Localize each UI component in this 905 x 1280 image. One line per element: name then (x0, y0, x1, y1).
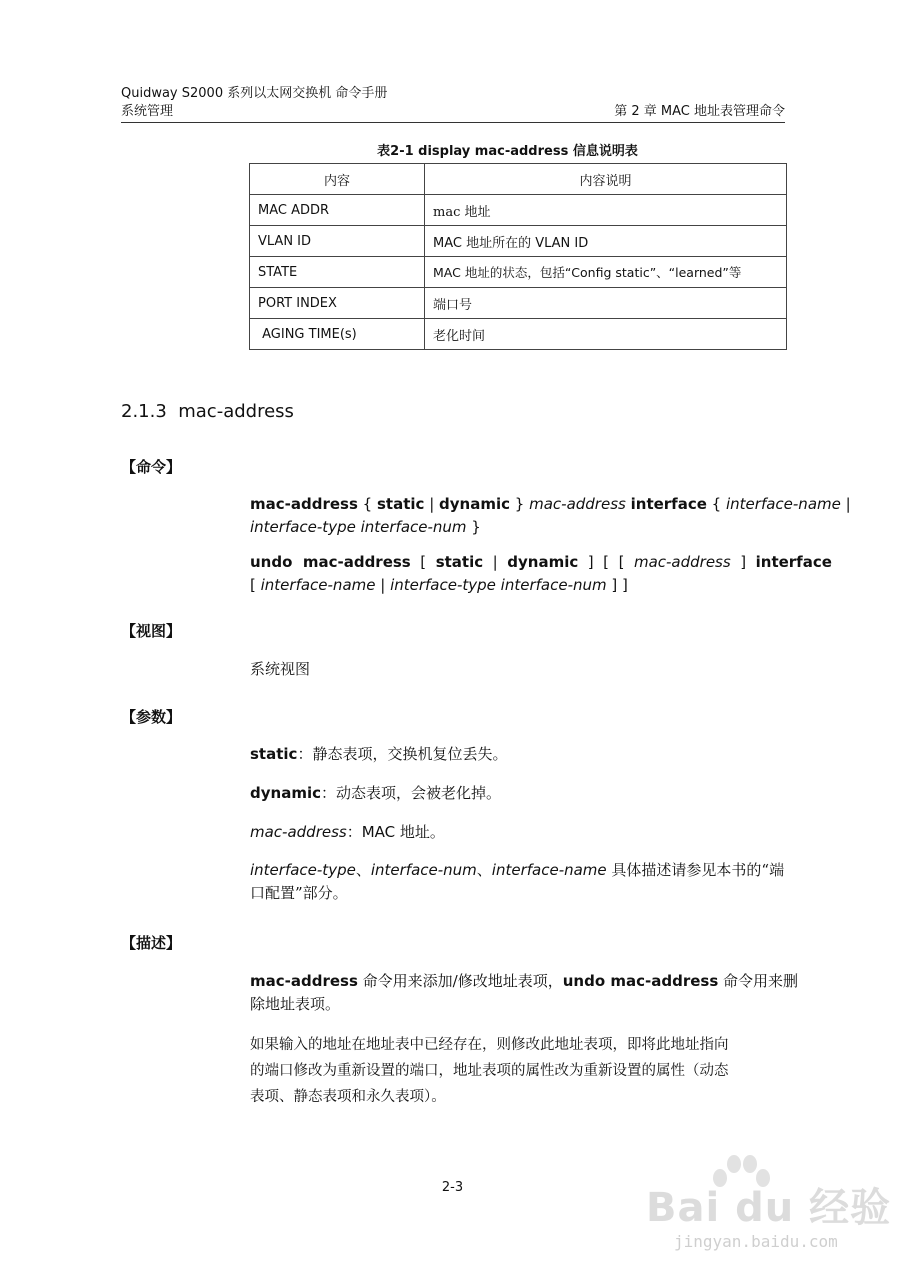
param-interface (250, 859, 784, 882)
keyword: mac-address (250, 495, 358, 513)
param-mac-address (250, 821, 784, 844)
keyword: dynamic (439, 495, 511, 513)
desc-paragraph-2-line2: 的端口修改为重新设置的端口，地址表项的属性改为重新设置的属性（动态 (250, 1063, 729, 1079)
syntax-text: [ (410, 553, 436, 571)
syntax-text: ] [ [ (578, 553, 634, 571)
table-cell: PORT INDEX (250, 288, 425, 319)
table-caption: 表2-1 display mac-address 信息说明表 (377, 144, 638, 159)
syntax-text: { (357, 495, 377, 513)
page-number: 2-3 (441, 1180, 464, 1195)
view-text: 系统视图 (250, 660, 311, 678)
info-table (249, 163, 787, 350)
param-interface-cont: 口配置”部分。 (250, 884, 348, 902)
table-cell: mac 地址 (425, 195, 787, 226)
keyword: undo mac-address (250, 553, 411, 571)
param-desc: ：动态表项，会被老化掉。 (320, 784, 501, 802)
table-row (250, 226, 787, 257)
syntax-text: [ (250, 576, 261, 594)
table-cell: VLAN ID (250, 226, 425, 257)
table-cell: AGING TIME(s) (250, 319, 425, 350)
argument: interface-type interface-num (250, 518, 467, 536)
argument: interface-name (260, 576, 376, 594)
syntax-text: | (375, 576, 391, 594)
table-header-cell: 内容 (250, 164, 425, 195)
table-cell: MAC 地址所在的 VLAN ID (425, 226, 787, 257)
header-rule (121, 122, 785, 123)
watermark-brand: Bai du 经验 (646, 1185, 892, 1231)
keyword: static (250, 745, 298, 763)
param-static (250, 743, 784, 766)
keyword: dynamic (507, 553, 579, 571)
param-desc: 具体描述请参见本书的“端 (606, 861, 785, 879)
table-row (250, 195, 787, 226)
syntax-text: | (840, 495, 851, 513)
argument: mac-address (250, 823, 347, 841)
argument: mac-address (633, 553, 731, 571)
argument: interface-name (726, 495, 841, 513)
header-manual-title: Quidway S2000 系列以太网交换机 命令手册 (121, 86, 388, 101)
keyword: static (377, 495, 425, 513)
table-cell: MAC 地址的状态，包括“Config static”、“learned”等 (425, 257, 787, 288)
argument: interface-type interface-num (390, 576, 607, 594)
desc-label: 【描述】 (121, 934, 182, 952)
param-dynamic (250, 782, 784, 805)
section-title: 2.1.3 mac-address (121, 401, 294, 422)
header-section-name: 系统管理 (121, 104, 174, 119)
syntax-text: ] ] (606, 576, 628, 594)
table-cell: MAC ADDR (250, 195, 425, 226)
header-chapter-title: 第 2 章 MAC 地址表管理命令 (614, 104, 785, 119)
table-row (250, 257, 787, 288)
desc-paragraph-2-line3: 表项、静态表项和永久表项）。 (250, 1089, 446, 1105)
table-header-cell: 内容说明 (425, 164, 787, 195)
table-row (250, 288, 787, 319)
separator: 、 (476, 861, 492, 879)
keyword: interface (630, 495, 707, 513)
watermark-url: jingyan.baidu.com (674, 1232, 838, 1251)
table-cell: STATE (250, 257, 425, 288)
command-label: 【命令】 (121, 458, 182, 476)
desc-text: 命令用来添加/修改地址表项， (357, 972, 563, 990)
view-label: 【视图】 (121, 622, 182, 640)
keyword: interface (755, 553, 832, 571)
syntax-text: | (483, 553, 508, 571)
command-syntax-line2 (250, 551, 832, 574)
keyword: dynamic (250, 784, 321, 802)
table-header-row (250, 164, 787, 195)
argument: interface-num (370, 861, 477, 879)
table-cell: 端口号 (425, 288, 787, 319)
command-syntax-line1-cont (250, 516, 784, 539)
keyword: undo mac-address (562, 972, 719, 990)
desc-text: 命令用来删 (718, 972, 799, 990)
param-desc: ：静态表项，交换机复位丢失。 (297, 745, 508, 763)
syntax-text: } (510, 495, 530, 513)
syntax-text: | (424, 495, 440, 513)
syntax-text: { (706, 495, 726, 513)
baidu-watermark (640, 1150, 892, 1260)
separator: 、 (355, 861, 371, 879)
command-syntax-line2-cont (250, 574, 784, 597)
argument: mac-address (529, 495, 626, 513)
table-row (250, 319, 787, 350)
desc-paragraph-2-line1: 如果输入的地址在地址表中已经存在，则修改此地址表项，即将此地址指向 (250, 1037, 729, 1053)
syntax-text: } (466, 518, 481, 536)
table-cell: 老化时间 (425, 319, 787, 350)
argument: interface-type (250, 861, 356, 879)
params-label: 【参数】 (121, 708, 182, 726)
command-syntax-line1 (250, 493, 851, 516)
syntax-text: ] (730, 553, 756, 571)
keyword: mac-address (250, 972, 358, 990)
desc-paragraph-1 (250, 970, 799, 993)
keyword: static (435, 553, 484, 571)
argument: interface-name (491, 861, 607, 879)
param-desc: ：MAC 地址。 (346, 823, 445, 841)
desc-paragraph-1-cont: 除地址表项。 (250, 995, 341, 1013)
